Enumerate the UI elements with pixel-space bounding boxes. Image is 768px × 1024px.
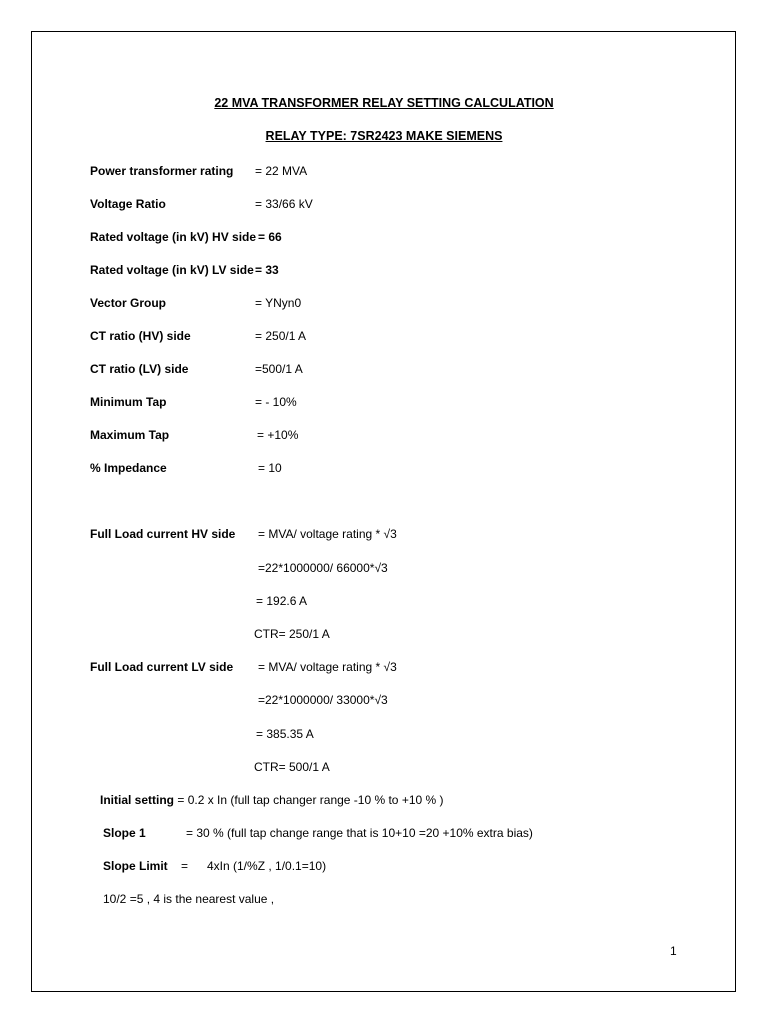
param-label-hv-rated-voltage: Rated voltage (in kV) HV side [90, 230, 257, 244]
param-label-voltage-ratio: Voltage Ratio [90, 197, 166, 211]
param-value-voltage-ratio: = 33/66 kV [255, 197, 313, 211]
lv-calculation: =22*1000000/ 33000*√3 [258, 693, 388, 707]
hv-ctr: CTR= 250/1 A [254, 627, 330, 641]
param-value-minimum-tap: = - 10% [255, 395, 297, 409]
param-label-ct-ratio-lv: CT ratio (LV) side [90, 362, 189, 376]
document-title: 22 MVA TRANSFORMER RELAY SETTING CALCULATION [214, 96, 554, 110]
param-label-ct-ratio-hv: CT ratio (HV) side [90, 329, 191, 343]
param-value-vector-group: = YNyn0 [255, 296, 302, 310]
param-value-rating: = 22 MVA [255, 164, 308, 178]
slope1-text: = 30 % (full tap change range that is 10+10 =20 +10% extra bias) [186, 826, 533, 840]
document-subtitle: RELAY TYPE: 7SR2423 MAKE SIEMENS [265, 129, 503, 143]
initial-setting-line [100, 793, 444, 807]
slope-limit-equals: = [181, 859, 189, 873]
param-label-impedance: % Impedance [90, 461, 167, 475]
param-label-maximum-tap: Maximum Tap [90, 428, 170, 442]
hv-formula: = MVA/ voltage rating * √3 [258, 527, 397, 541]
hv-full-load-label: Full Load current HV side [90, 527, 236, 541]
param-value-ct-ratio-lv: =500/1 A [255, 362, 303, 376]
page-number: 1 [670, 944, 677, 958]
param-label-vector-group: Vector Group [90, 296, 167, 310]
nearest-value-text: 10/2 =5 , 4 is the nearest value , [103, 892, 275, 906]
param-value-maximum-tap: = +10% [257, 428, 299, 442]
param-value-impedance: = 10 [258, 461, 282, 475]
param-label-rating: Power transformer rating [90, 164, 234, 178]
hv-calculation: =22*1000000/ 66000*√3 [258, 561, 388, 575]
slope-limit-label: Slope Limit [103, 859, 168, 873]
lv-formula: = MVA/ voltage rating * √3 [258, 660, 397, 674]
lv-ctr: CTR= 500/1 A [254, 760, 330, 774]
param-value-ct-ratio-hv: = 250/1 A [255, 329, 307, 343]
param-value-hv-rated-voltage: = 66 [258, 230, 282, 244]
slope1-label: Slope 1 [103, 826, 146, 840]
slope-limit-text: 4xIn (1/%Z , 1/0.1=10) [207, 859, 327, 873]
initial-setting-text: = 0.2 x In (full tap changer range -10 % to +10 % ) [174, 793, 444, 807]
param-value-lv-rated-voltage: = 33 [255, 263, 279, 277]
param-label-minimum-tap: Minimum Tap [90, 395, 167, 409]
lv-result: = 385.35 A [256, 727, 314, 741]
hv-result: = 192.6 A [256, 594, 308, 608]
initial-setting-label: Initial setting [100, 793, 175, 807]
lv-full-load-label: Full Load current LV side [90, 660, 234, 674]
param-label-lv-rated-voltage: Rated voltage (in kV) LV side [90, 263, 254, 277]
